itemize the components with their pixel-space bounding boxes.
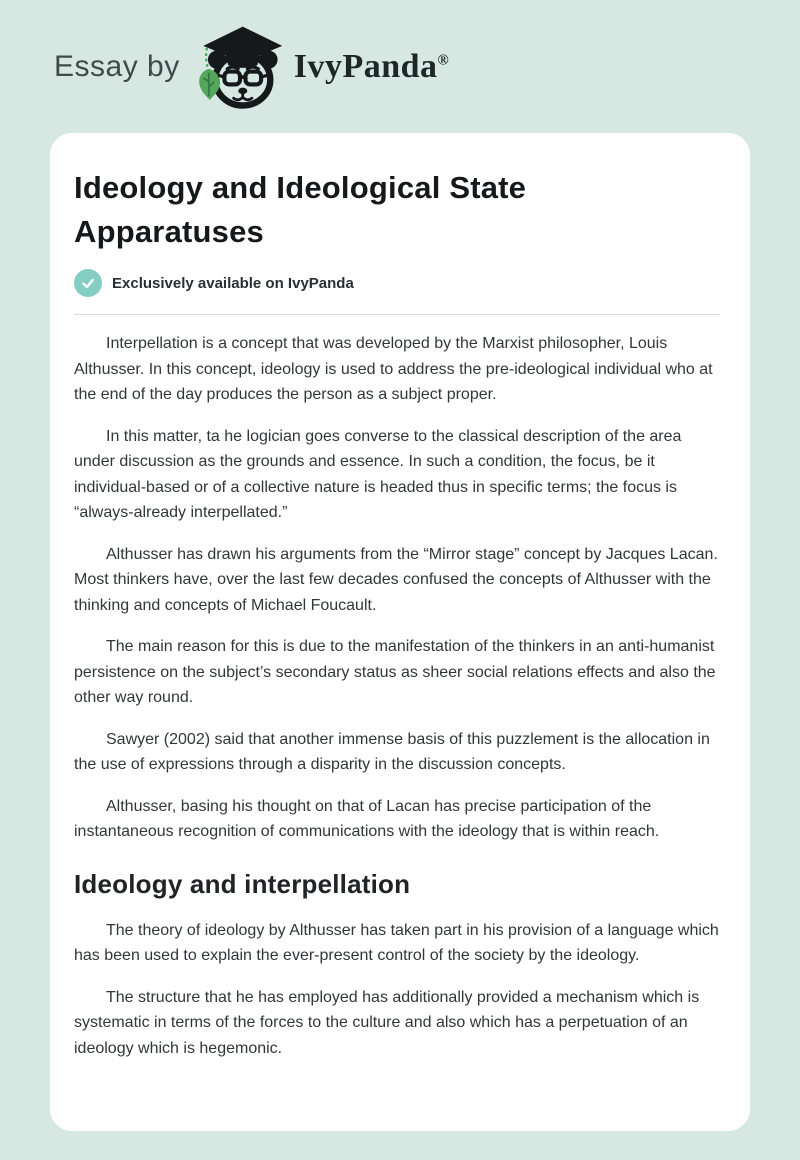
- essay-by-label: Essay by: [54, 49, 180, 83]
- essay-paragraph: Interpellation is a concept that was developed by the Marxist philosopher, Louis Althusser. In this concept, ideology is used to address the pre-ideological individual who at the end of the day produces the person as a subject proper.: [74, 335, 713, 403]
- essay-paragraph: In this matter, ta he logician goes converse to the classical description of the area under discussion as the grounds and essence. In such a condition, the focus, be it individual-based or of a collective nature is headed thus in specific terms; the focus is “always-already interpellated.”: [74, 427, 682, 521]
- ivypanda-logo-icon: [194, 23, 286, 111]
- essay-paragraph: The main reason for this is due to the manifestation of the thinkers in an anti-humanist persistence on the subject’s secondary status as sheer social relations effects and also the other way round.: [74, 638, 716, 706]
- brand-name-text: IvyPanda: [293, 47, 438, 85]
- availability-label: Exclusively available on IvyPanda: [112, 274, 354, 292]
- section-heading: Ideology and interpellation: [74, 868, 411, 899]
- essay-body: [74, 331, 720, 1061]
- essay-paragraph: Althusser has drawn his arguments from the “Mirror stage” concept by Jacques Lacan. Most thinkers have, over the last few decades confused the concepts of Althusser with the thinking and concepts of Michael Foucault.: [74, 545, 718, 614]
- divider: [74, 314, 720, 315]
- essay-paragraph: Sawyer (2002) said that another immense basis of this puzzlement is the allocation in the use of expressions through a disparity in the discussion concepts.: [74, 730, 710, 773]
- page-title: Ideology and Ideological State Apparatuses: [74, 170, 527, 249]
- essay-paragraph: The structure that he has employed has additionally provided a mechanism which is systematic in terms of the forces to the culture and also which has a perpetuation of an ideology which is hegemonic.: [74, 988, 700, 1057]
- essay-card: [50, 133, 750, 1131]
- essay-paragraph: Althusser, basing his thought on that of Lacan has precise participation of the instantaneous recognition of communications with the ideology that is within reach.: [74, 797, 660, 840]
- page-header: [0, 0, 800, 133]
- brand-name: [294, 48, 450, 86]
- registered-mark: ®: [437, 52, 450, 69]
- availability-badge: [74, 269, 720, 297]
- checkmark-icon: [74, 269, 102, 297]
- essay-paragraph: The theory of ideology by Althusser has taken part in his provision of a language which has been used to explain the ever-present control of the society by the ideology.: [74, 921, 719, 964]
